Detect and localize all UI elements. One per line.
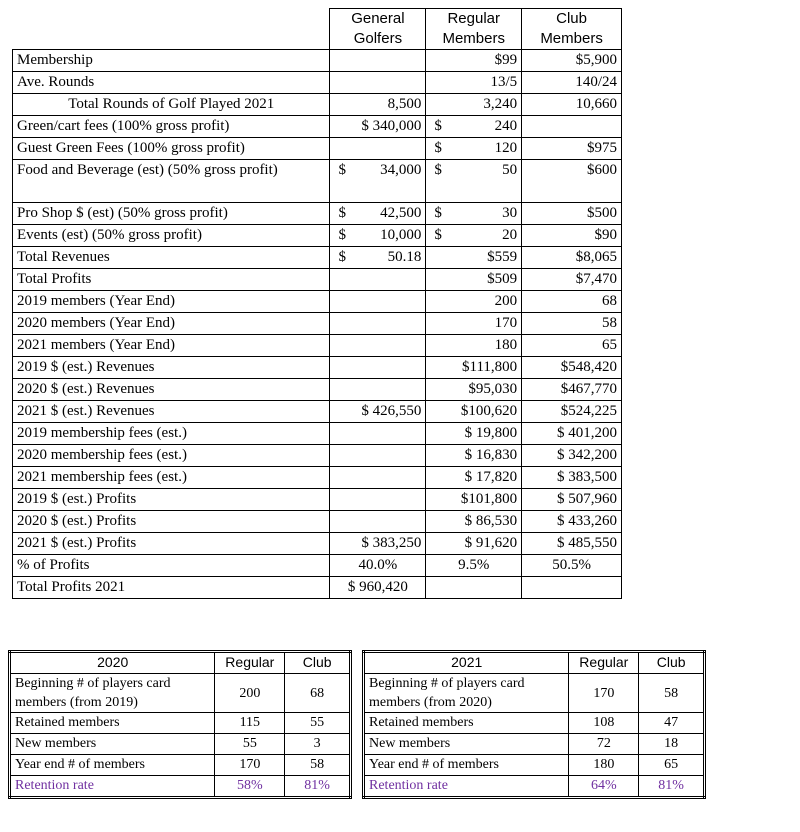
table-row bbox=[13, 247, 622, 269]
currency-symbol: $ bbox=[338, 162, 346, 178]
cell-regular bbox=[426, 203, 522, 225]
amount: 30 bbox=[502, 205, 518, 221]
regular-value: 180 bbox=[569, 755, 639, 776]
table-row bbox=[13, 160, 622, 203]
row-label: Events (est) (50% gross profit) bbox=[13, 225, 330, 247]
amount: 10,000 bbox=[380, 227, 422, 243]
cell-general bbox=[330, 313, 426, 335]
table-row bbox=[13, 555, 622, 577]
currency-symbol: $ bbox=[434, 140, 442, 156]
row-label: Ave. Rounds bbox=[13, 72, 330, 94]
cell-general: 8,500 bbox=[330, 94, 426, 116]
table-row bbox=[364, 713, 705, 734]
table-row bbox=[13, 445, 622, 467]
cell-regular: $509 bbox=[426, 269, 522, 291]
cell-regular bbox=[426, 225, 522, 247]
row-label: Food and Beverage (est) (50% gross profit) bbox=[13, 160, 330, 203]
currency-symbol: $ bbox=[434, 227, 442, 243]
club-value: 65 bbox=[639, 755, 705, 776]
cell-club: $ 342,200 bbox=[522, 445, 622, 467]
row-label: Retained members bbox=[10, 713, 215, 734]
header-club: Club Members bbox=[522, 9, 622, 50]
row-label: 2020 members (Year End) bbox=[13, 313, 330, 335]
cell-regular: $ 17,820 bbox=[426, 467, 522, 489]
cell-club: $548,420 bbox=[522, 357, 622, 379]
club-value: 81% bbox=[639, 776, 705, 798]
club-value: 58 bbox=[285, 755, 351, 776]
golf-financials-table bbox=[12, 8, 622, 599]
table-row bbox=[13, 138, 622, 160]
table-row bbox=[10, 734, 351, 755]
row-label: Total Profits 2021 bbox=[13, 577, 330, 599]
row-label: 2019 membership fees (est.) bbox=[13, 423, 330, 445]
row-label: New members bbox=[10, 734, 215, 755]
amount: 50 bbox=[502, 162, 518, 178]
main-table-body bbox=[13, 50, 622, 599]
cell-club: 140/24 bbox=[522, 72, 622, 94]
cell-club: $90 bbox=[522, 225, 622, 247]
currency-symbol: $ bbox=[338, 249, 346, 265]
table-row bbox=[364, 755, 705, 776]
cell-general bbox=[330, 225, 426, 247]
table-row bbox=[13, 203, 622, 225]
cell-club: 10,660 bbox=[522, 94, 622, 116]
cell-regular: 3,240 bbox=[426, 94, 522, 116]
cell-club bbox=[522, 577, 622, 599]
cell-general bbox=[330, 72, 426, 94]
cell-regular bbox=[426, 160, 522, 203]
cell-club: $7,470 bbox=[522, 269, 622, 291]
club-header: Club bbox=[639, 652, 705, 674]
club-value: 3 bbox=[285, 734, 351, 755]
cell-club: $ 383,500 bbox=[522, 467, 622, 489]
cell-general: $ 426,550 bbox=[330, 401, 426, 423]
header-row bbox=[13, 9, 622, 50]
cell-general bbox=[330, 467, 426, 489]
cell-regular: 13/5 bbox=[426, 72, 522, 94]
regular-header: Regular bbox=[569, 652, 639, 674]
retention-2020-body bbox=[10, 674, 351, 798]
club-header: Club bbox=[285, 652, 351, 674]
retention-2021-header bbox=[364, 652, 705, 674]
row-label: Total Rounds of Golf Played 2021 bbox=[13, 94, 330, 116]
cell-regular: $ 86,530 bbox=[426, 511, 522, 533]
header-general: General Golfers bbox=[330, 9, 426, 50]
table-row bbox=[10, 674, 351, 713]
year-label: 2020 bbox=[10, 652, 215, 674]
table-row bbox=[10, 776, 351, 798]
cell-club bbox=[522, 116, 622, 138]
table-row bbox=[13, 94, 622, 116]
table-row bbox=[13, 335, 622, 357]
row-label: 2021 members (Year End) bbox=[13, 335, 330, 357]
row-label: Retained members bbox=[364, 713, 569, 734]
cell-club: $500 bbox=[522, 203, 622, 225]
table-row bbox=[10, 713, 351, 734]
cell-general: $ 960,420 bbox=[330, 577, 426, 599]
cell-regular bbox=[426, 577, 522, 599]
table-row bbox=[364, 776, 705, 798]
regular-value: 170 bbox=[569, 674, 639, 713]
row-label: Year end # of members bbox=[10, 755, 215, 776]
currency-symbol: $ bbox=[434, 205, 442, 221]
cell-regular: $95,030 bbox=[426, 379, 522, 401]
cell-regular: $ 19,800 bbox=[426, 423, 522, 445]
cell-regular: $ 91,620 bbox=[426, 533, 522, 555]
cell-regular: 200 bbox=[426, 291, 522, 313]
cell-general: 40.0% bbox=[330, 555, 426, 577]
cell-regular: $101,800 bbox=[426, 489, 522, 511]
currency-symbol: $ bbox=[434, 162, 442, 178]
cell-regular: $111,800 bbox=[426, 357, 522, 379]
row-label: Total Revenues bbox=[13, 247, 330, 269]
regular-value: 108 bbox=[569, 713, 639, 734]
cell-regular: 180 bbox=[426, 335, 522, 357]
cell-general bbox=[330, 379, 426, 401]
retention-2020-header bbox=[10, 652, 351, 674]
row-label: % of Profits bbox=[13, 555, 330, 577]
cell-general bbox=[330, 423, 426, 445]
retention-table-2021 bbox=[362, 650, 706, 799]
amount: 34,000 bbox=[380, 162, 422, 178]
regular-value: 200 bbox=[215, 674, 285, 713]
cell-regular: $99 bbox=[426, 50, 522, 72]
currency-symbol: $ bbox=[338, 227, 346, 243]
retention-2021-body bbox=[364, 674, 705, 798]
amount: 120 bbox=[494, 140, 518, 156]
cell-club: $600 bbox=[522, 160, 622, 203]
row-label: Total Profits bbox=[13, 269, 330, 291]
regular-value: 58% bbox=[215, 776, 285, 798]
cell-regular: $559 bbox=[426, 247, 522, 269]
table-row bbox=[364, 674, 705, 713]
cell-general bbox=[330, 489, 426, 511]
cell-club: $ 401,200 bbox=[522, 423, 622, 445]
table-row bbox=[13, 357, 622, 379]
cell-general bbox=[330, 247, 426, 269]
cell-club: 68 bbox=[522, 291, 622, 313]
row-label: Pro Shop $ (est) (50% gross profit) bbox=[13, 203, 330, 225]
cell-club: $ 433,260 bbox=[522, 511, 622, 533]
club-value: 47 bbox=[639, 713, 705, 734]
table-row bbox=[13, 225, 622, 247]
currency-symbol: $ bbox=[434, 118, 442, 134]
row-label: 2020 $ (est.) Profits bbox=[13, 511, 330, 533]
table-row bbox=[13, 533, 622, 555]
row-label: Retention rate bbox=[364, 776, 569, 798]
club-value: 81% bbox=[285, 776, 351, 798]
row-label: 2019 $ (est.) Profits bbox=[13, 489, 330, 511]
cell-general bbox=[330, 511, 426, 533]
table-row bbox=[13, 423, 622, 445]
table-row bbox=[13, 577, 622, 599]
cell-regular bbox=[426, 116, 522, 138]
table-row bbox=[13, 467, 622, 489]
club-value: 18 bbox=[639, 734, 705, 755]
row-label: New members bbox=[364, 734, 569, 755]
cell-club: 50.5% bbox=[522, 555, 622, 577]
table-row bbox=[13, 379, 622, 401]
row-label: Year end # of members bbox=[364, 755, 569, 776]
club-value: 55 bbox=[285, 713, 351, 734]
amount: 50.18 bbox=[387, 249, 422, 265]
cell-club: 65 bbox=[522, 335, 622, 357]
row-label: 2021 $ (est.) Profits bbox=[13, 533, 330, 555]
amount: 20 bbox=[502, 227, 518, 243]
cell-club: $8,065 bbox=[522, 247, 622, 269]
table-row bbox=[13, 489, 622, 511]
row-label: Retention rate bbox=[10, 776, 215, 798]
currency-symbol: $ bbox=[338, 205, 346, 221]
table-row bbox=[13, 269, 622, 291]
table-row bbox=[10, 755, 351, 776]
row-label: 2020 $ (est.) Revenues bbox=[13, 379, 330, 401]
cell-general bbox=[330, 203, 426, 225]
table-row bbox=[13, 401, 622, 423]
table-row bbox=[13, 72, 622, 94]
cell-general bbox=[330, 445, 426, 467]
cell-general bbox=[330, 291, 426, 313]
row-label: 2021 $ (est.) Revenues bbox=[13, 401, 330, 423]
table-row bbox=[13, 313, 622, 335]
row-label: Beginning # of players card members (from 2019) bbox=[10, 674, 215, 713]
row-label: Membership bbox=[13, 50, 330, 72]
cell-general bbox=[330, 335, 426, 357]
cell-club: $467,770 bbox=[522, 379, 622, 401]
cell-regular: $100,620 bbox=[426, 401, 522, 423]
row-label: 2021 membership fees (est.) bbox=[13, 467, 330, 489]
cell-general: $ 340,000 bbox=[330, 116, 426, 138]
row-label: 2019 members (Year End) bbox=[13, 291, 330, 313]
regular-value: 64% bbox=[569, 776, 639, 798]
cell-general bbox=[330, 50, 426, 72]
cell-general: $ 383,250 bbox=[330, 533, 426, 555]
table-row bbox=[364, 734, 705, 755]
cell-regular: 170 bbox=[426, 313, 522, 335]
cell-club: $975 bbox=[522, 138, 622, 160]
cell-club: $ 507,960 bbox=[522, 489, 622, 511]
table-row bbox=[13, 50, 622, 72]
regular-value: 115 bbox=[215, 713, 285, 734]
cell-regular: 9.5% bbox=[426, 555, 522, 577]
cell-club: 58 bbox=[522, 313, 622, 335]
club-value: 58 bbox=[639, 674, 705, 713]
cell-general bbox=[330, 160, 426, 203]
regular-header: Regular bbox=[215, 652, 285, 674]
cell-club: $ 485,550 bbox=[522, 533, 622, 555]
cell-general bbox=[330, 138, 426, 160]
table-row bbox=[13, 511, 622, 533]
row-label: Beginning # of players card members (from 2020) bbox=[364, 674, 569, 713]
cell-club: $524,225 bbox=[522, 401, 622, 423]
row-label: Guest Green Fees (100% gross profit) bbox=[13, 138, 330, 160]
retention-table-2020 bbox=[8, 650, 352, 799]
table-row bbox=[13, 116, 622, 138]
regular-value: 55 bbox=[215, 734, 285, 755]
club-value: 68 bbox=[285, 674, 351, 713]
row-label: 2020 membership fees (est.) bbox=[13, 445, 330, 467]
cell-general bbox=[330, 269, 426, 291]
cell-general bbox=[330, 357, 426, 379]
amount: 42,500 bbox=[380, 205, 422, 221]
year-label: 2021 bbox=[364, 652, 569, 674]
table-row bbox=[13, 291, 622, 313]
regular-value: 170 bbox=[215, 755, 285, 776]
row-label: Green/cart fees (100% gross profit) bbox=[13, 116, 330, 138]
cell-regular bbox=[426, 138, 522, 160]
amount: 240 bbox=[494, 118, 518, 134]
header-blank bbox=[13, 9, 330, 50]
cell-club: $5,900 bbox=[522, 50, 622, 72]
header-regular: Regular Members bbox=[426, 9, 522, 50]
cell-regular: $ 16,830 bbox=[426, 445, 522, 467]
row-label: 2019 $ (est.) Revenues bbox=[13, 357, 330, 379]
regular-value: 72 bbox=[569, 734, 639, 755]
